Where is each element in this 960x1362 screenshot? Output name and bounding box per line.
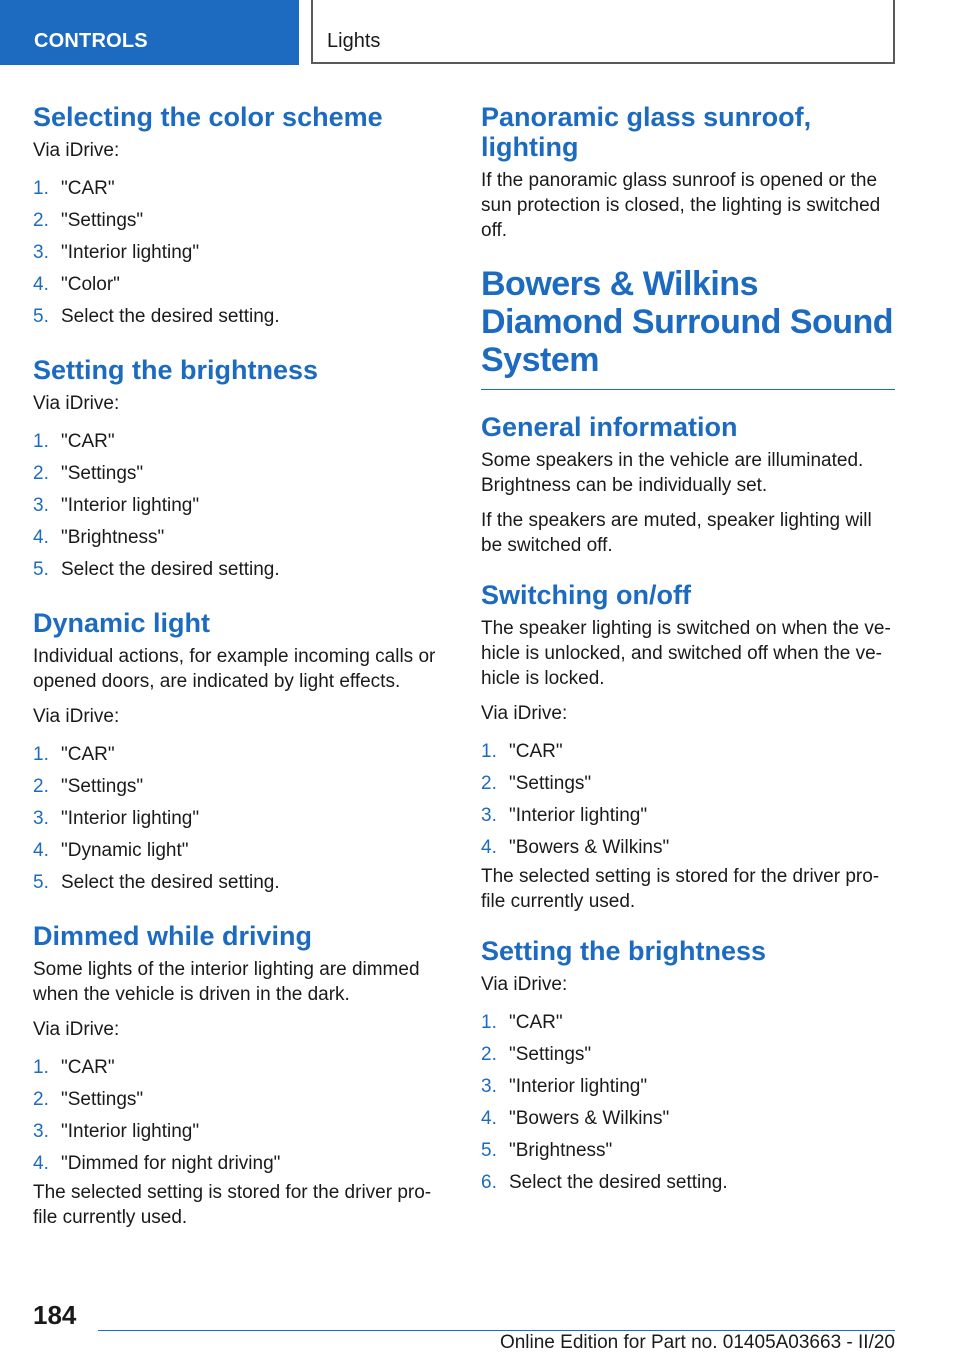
list-item: 3. "Interior lighting" (481, 1076, 648, 1097)
general-info-heading: General information (481, 412, 738, 442)
speaker-brightness-heading: Setting the brightness (481, 936, 767, 966)
dynamic-light-heading: Dynamic light (33, 608, 211, 638)
switching-heading: Switching on/off (481, 580, 691, 610)
dimmed-steps (33, 1052, 438, 1180)
switching-note: The selected setting is stored for the driver pro-file currently used. (481, 866, 880, 912)
list-item: 3. "Interior lighting" (33, 495, 200, 516)
list-item: 4. "Dynamic light" (33, 840, 189, 861)
list-item: 4. "Dimmed for night driving" (33, 1153, 281, 1174)
list-item: 4. "Bowers & Wilkins" (481, 1108, 670, 1129)
list-item: 1. "CAR" (33, 178, 115, 199)
list-item: 1. "CAR" (33, 1057, 115, 1078)
list-item: 5. Select the desired setting. (33, 559, 280, 580)
list-item: 3. "Interior lighting" (33, 808, 200, 829)
list-item: 2. "Settings" (481, 1044, 592, 1065)
list-item: 4. "Bowers & Wilkins" (481, 837, 670, 858)
switching-intro: Via iDrive: (481, 703, 568, 724)
list-item: 2. "Settings" (33, 776, 144, 797)
list-item: 2. "Settings" (33, 463, 144, 484)
footer-divider (98, 1330, 895, 1331)
dimmed-note: The selected setting is stored for the driver pro-file currently used. (33, 1182, 432, 1228)
list-item: 5. Select the desired setting. (33, 872, 280, 893)
list-item: 5. Select the desired setting. (33, 306, 280, 327)
sunroof-text: If the panoramic glass sunroof is opened or the sun protection is closed, the lighting is switched off. (481, 170, 881, 241)
list-item: 3. "Interior lighting" (33, 1121, 200, 1142)
bw-section-title: Bowers & Wilkins Diamond Surround Sound System (481, 265, 894, 379)
dimmed-heading: Dimmed while driving (33, 921, 313, 951)
general-info-text-2: If the speakers are muted, speaker lighting will be switched off. (481, 510, 872, 556)
list-item: 1. "CAR" (481, 1012, 563, 1033)
switching-steps (481, 736, 896, 864)
brightness-heading: Setting the brightness (33, 355, 319, 385)
speaker-brightness-steps (481, 1007, 896, 1199)
list-item: 1. "CAR" (33, 744, 115, 765)
list-item: 2. "Settings" (33, 210, 144, 231)
switching-text: The speaker lighting is switched on when the ve-hicle is unlocked, and switched off when the ve-hicle is locked. (481, 618, 891, 689)
section-tab (0, 0, 299, 65)
list-item: 5. "Brightness" (481, 1140, 613, 1161)
right-column (481, 102, 896, 1199)
list-item: 3. "Interior lighting" (33, 242, 200, 263)
brightness-intro: Via iDrive: (33, 393, 120, 414)
list-item: 4. "Color" (33, 274, 120, 295)
edition-footer: Online Edition for Part no. 01405A03663 - II/20 (499, 1332, 895, 1353)
dimmed-text: Some lights of the interior lighting are dimmed when the vehicle is driven in the dark. (33, 959, 420, 1005)
dynamic-light-text: Individual actions, for example incoming calls or opened doors, are indicated by light effects. (33, 646, 436, 692)
speaker-brightness-intro: Via iDrive: (481, 974, 568, 995)
color-scheme-steps (33, 173, 438, 333)
list-item: 2. "Settings" (481, 773, 592, 794)
section-tab-label: CONTROLS (34, 30, 148, 52)
page-topic-label: Lights (327, 30, 381, 52)
list-item: 1. "CAR" (33, 431, 115, 452)
dynamic-light-intro: Via iDrive: (33, 706, 120, 727)
left-column (33, 102, 438, 1230)
list-item: 3. "Interior lighting" (481, 805, 648, 826)
list-item: 2. "Settings" (33, 1089, 144, 1110)
list-item: 1. "CAR" (481, 741, 563, 762)
color-scheme-heading: Selecting the color scheme (33, 102, 383, 132)
dynamic-light-steps (33, 739, 438, 899)
sunroof-heading: Panoramic glass sunroof, lighting (481, 102, 812, 162)
list-item: 4. "Brightness" (33, 527, 165, 548)
general-info-text-1: Some speakers in the vehicle are illuminated. Brightness can be individually set. (481, 450, 864, 496)
dimmed-intro: Via iDrive: (33, 1019, 120, 1040)
color-scheme-intro: Via iDrive: (33, 140, 120, 161)
list-item: 6. Select the desired setting. (481, 1172, 728, 1193)
brightness-steps (33, 426, 438, 586)
page-topic-box (311, 0, 895, 64)
page-number: 184 (33, 1300, 77, 1330)
